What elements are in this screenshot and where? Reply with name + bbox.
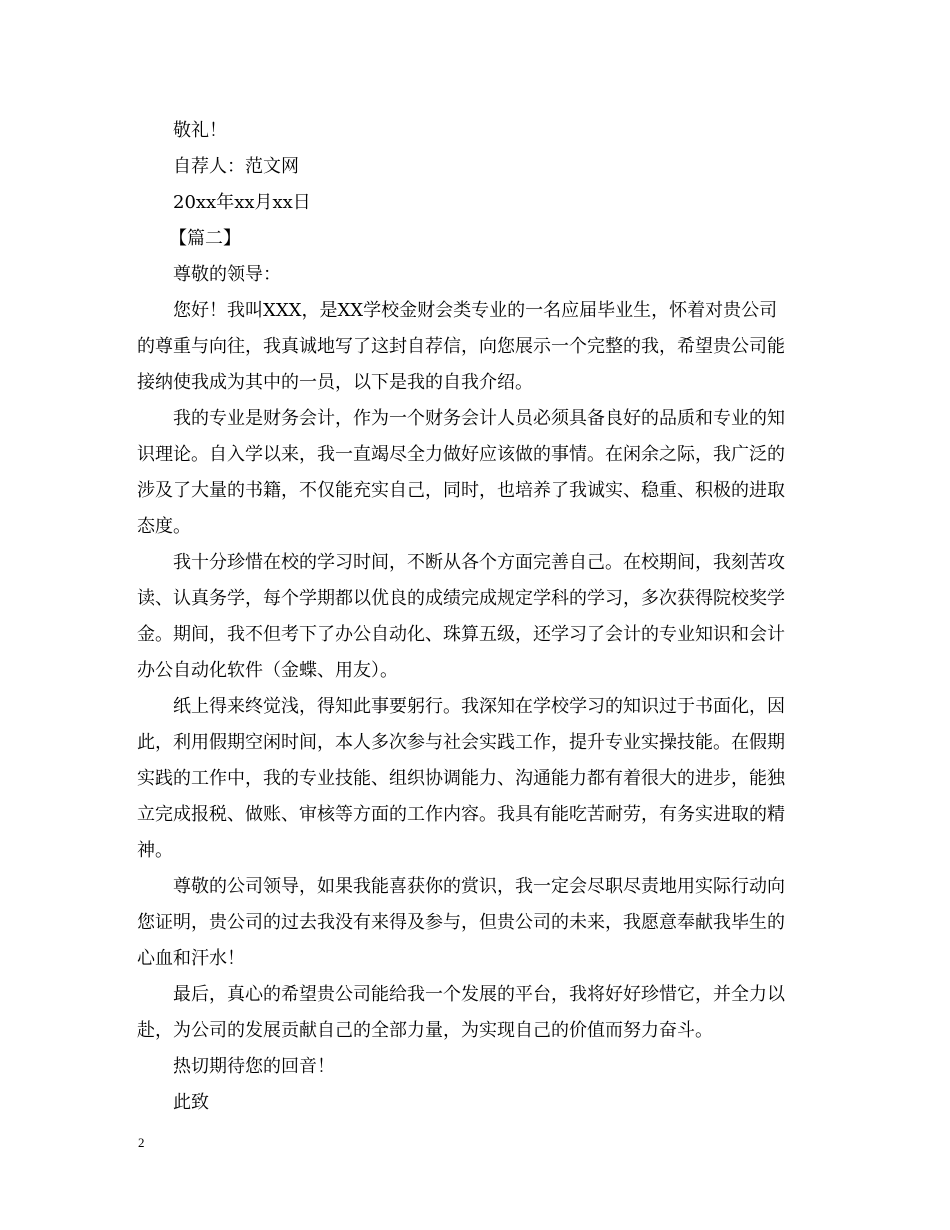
paragraph-line: 实践的工作中，我的专业技能、组织协调能力、沟通能力都有着很大的进步，能独 — [137, 768, 785, 789]
page-number: 2 — [138, 1135, 145, 1150]
paragraph-line: 此，利用假期空闲时间，本人多次参与社会实践工作，提升专业实操技能。在假期 — [137, 732, 785, 753]
paragraph-line: 赴，为公司的发展贡献自己的全部力量，为实现自己的价值而努力奋斗。 — [137, 1020, 713, 1041]
paragraph-line: 神。 — [137, 840, 173, 861]
closing-salutation: 敬礼！ — [173, 120, 227, 141]
paragraph-line: 尊敬的公司领导，如果我能喜获你的赏识，我一定会尽职尽责地用实际行动向 — [173, 876, 785, 897]
paragraph-line: 识理论。自入学以来，我一直竭尽全力做好应该做的事情。在闲余之际，我广泛的 — [137, 444, 785, 465]
paragraph-line: 办公自动化软件（金蝶、用友）。 — [137, 660, 398, 681]
signature-line: 自荐人：范文网 — [173, 156, 299, 177]
closing-line: 此致 — [173, 1092, 209, 1113]
section-heading: 【篇二】 — [169, 228, 241, 249]
paragraph-line: 您证明，贵公司的过去我没有来得及参与，但贵公司的未来，我愿意奉献我毕生的 — [137, 912, 785, 933]
document-body — [137, 113, 813, 1121]
paragraph-line: 心血和汗水！ — [137, 948, 245, 969]
paragraph-line: 态度。 — [137, 516, 191, 537]
paragraph-line: 金。期间，我不但考下了办公自动化、珠算五级，还学习了会计的专业知识和会计 — [137, 624, 785, 645]
paragraph-line: 我十分珍惜在校的学习时间，不断从各个方面完善自己。在校期间，我刻苦攻 — [173, 552, 785, 573]
closing-line: 热切期待您的回音！ — [173, 1056, 335, 1077]
paragraph-line: 接纳使我成为其中的一员，以下是我的自我介绍。 — [137, 372, 533, 393]
paragraph-line: 最后，真心的希望贵公司能给我一个发展的平台，我将好好珍惜它，并全力以 — [173, 984, 785, 1005]
paragraph-line: 立完成报税、做账、审核等方面的工作内容。我具有能吃苦耐劳，有务实进取的精 — [137, 804, 785, 825]
paragraph-line: 涉及了大量的书籍，不仅能充实自己，同时，也培养了我诚实、稳重、积极的进取 — [137, 480, 785, 501]
paragraph-line: 纸上得来终觉浅，得知此事要躬行。我深知在学校学习的知识过于书面化，因 — [173, 696, 785, 717]
paragraph-line: 我的专业是财务会计，作为一个财务会计人员必须具备良好的品质和专业的知 — [173, 408, 785, 429]
paragraph-line: 读、认真务学，每个学期都以优良的成绩完成规定学科的学习，多次获得院校奖学 — [137, 588, 785, 609]
paragraph-line: 您好！我叫XXX，是XX学校金财会类专业的一名应届毕业生，怀着对贵公司 — [173, 300, 778, 321]
greeting-line: 尊敬的领导： — [173, 264, 281, 285]
paragraph-line: 的尊重与向往，我真诚地写了这封自荐信，向您展示一个完整的我，希望贵公司能 — [137, 336, 785, 357]
date-line: 20xx年xx月xx日 — [173, 192, 311, 213]
